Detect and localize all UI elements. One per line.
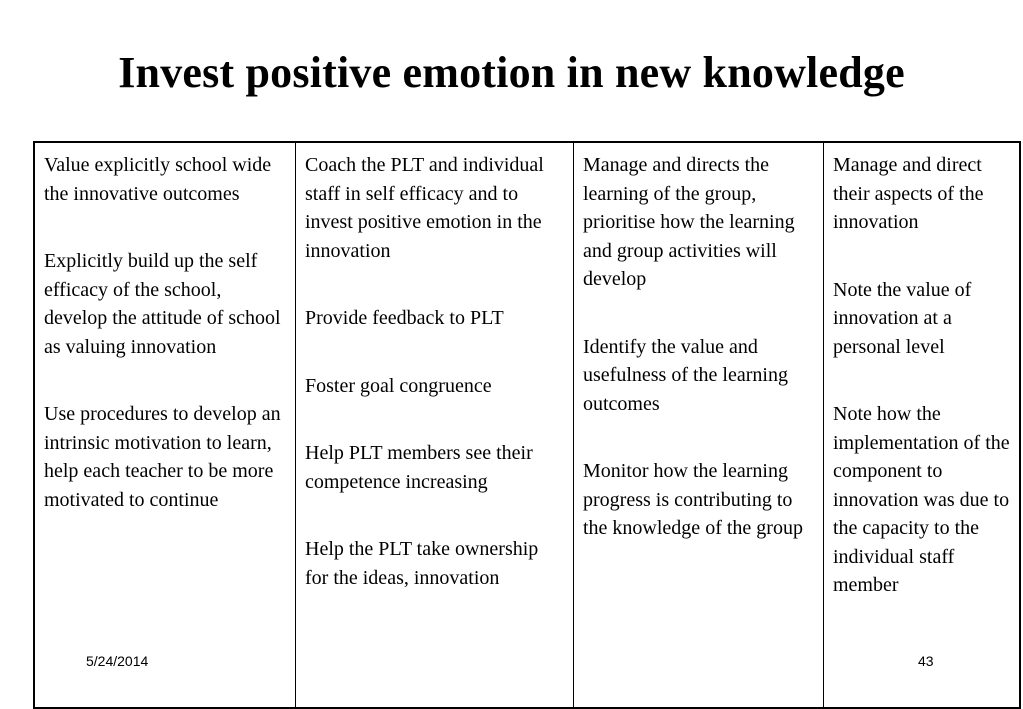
- column-1-paragraph-1: Value explicitly school wide the innovative outcomes: [44, 154, 272, 205]
- column-2-paragraph-2: Provide feedback to PLT: [305, 307, 504, 329]
- column-2-paragraph-3: Foster goal congruence: [305, 374, 492, 397]
- table-column-3: [573, 143, 823, 707]
- slide-title: Invest positive emotion in new knowledge: [118, 48, 905, 97]
- column-1-paragraph-3: Use procedures to develop an intrinsic motivation to learn, help each teacher to be more motivated to continue: [44, 403, 281, 511]
- column-2-paragraph-5: Help the PLT take ownership for the ideas, innovation: [305, 538, 539, 589]
- column-4-paragraph-2: Note the value of innovation at a personal level: [833, 278, 972, 358]
- table-column-2: [295, 143, 573, 707]
- column-2-paragraph-1: Coach the PLT and individual staff in self efficacy and to invest positive emotion in the innovation: [305, 154, 544, 262]
- column-4-paragraph-3: Note how the implementation of the component to innovation was due to the capacity to the individual staff member: [833, 403, 1010, 596]
- column-4-paragraph-1: Manage and direct their aspects of the innovation: [833, 154, 984, 233]
- content-table: [33, 141, 1021, 709]
- column-1-paragraph-2: Explicitly build up the self efficacy of the school, develop the attitude of school as valuing innovation: [44, 250, 281, 358]
- table-column-1: [35, 143, 295, 707]
- column-3-paragraph-2: Identify the value and usefulness of the learning outcomes: [583, 335, 788, 415]
- column-3-paragraph-3: Monitor how the learning progress is contributing to the knowledge of the group: [583, 460, 803, 539]
- table-column-4: [823, 143, 1019, 707]
- column-2-paragraph-4: Help PLT members see their competence increasing: [305, 442, 533, 493]
- footer-page-number: 43: [918, 653, 934, 669]
- footer-date: 5/24/2014: [86, 653, 149, 669]
- column-3-paragraph-1: Manage and directs the learning of the group, prioritise how the learning and group activities will develop: [583, 154, 795, 290]
